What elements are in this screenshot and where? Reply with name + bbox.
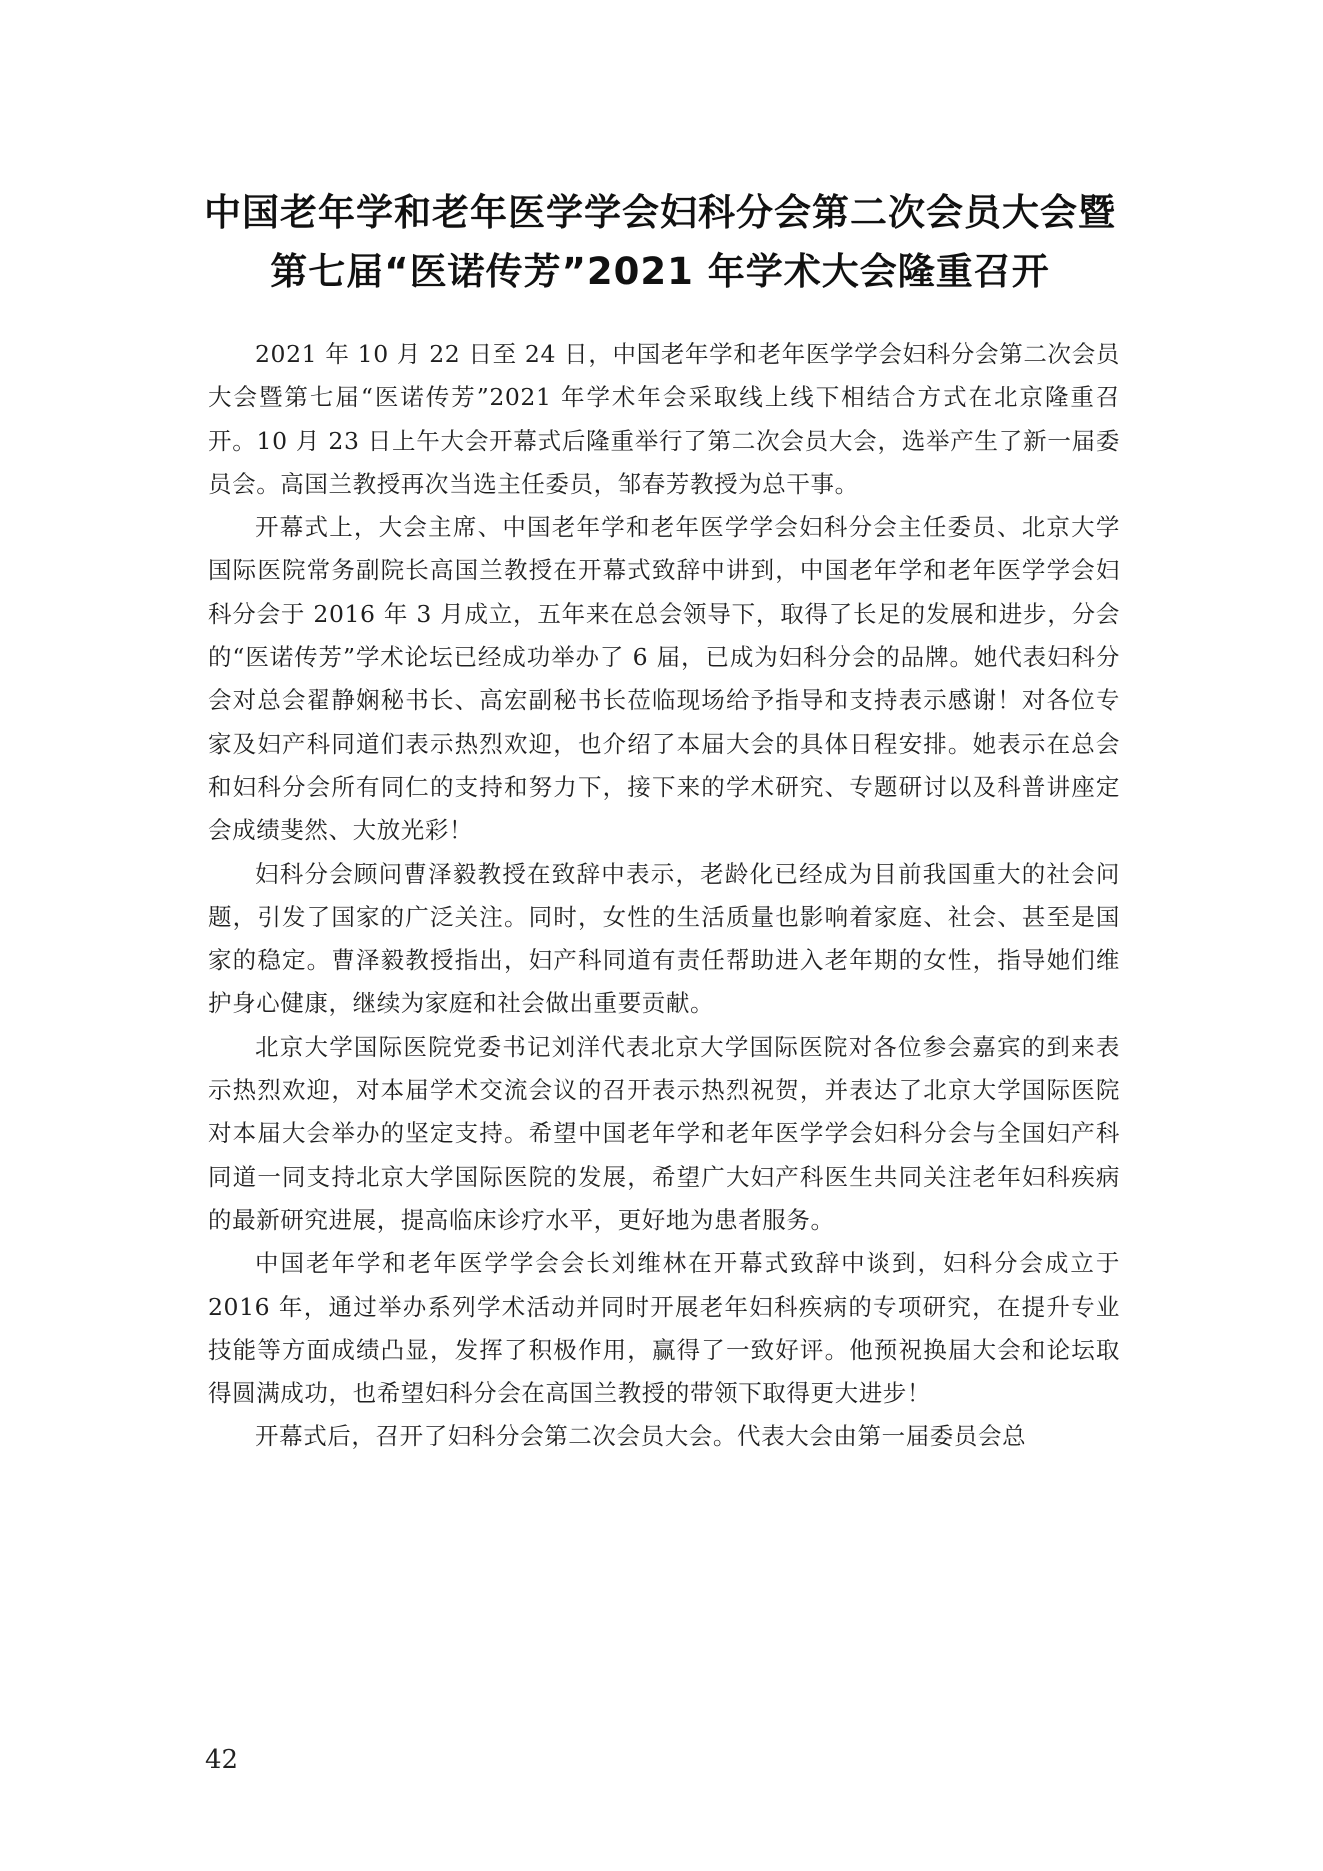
- article-title: [200, 183, 1120, 301]
- article-body: [208, 333, 1120, 1459]
- title-line-1: 中国老年学和老年医学学会妇科分会第二次会员大会暨: [204, 191, 1116, 234]
- paragraph: 北京大学国际医院党委书记刘洋代表北京大学国际医院对各位参会嘉宾的到来表示热烈欢迎，对本届学术交流会议的召开表示热烈祝贺，并表达了北京大学国际医院对本届大会举办的坚定支持。希望中国老年学和老年医学学会妇科分会与全国妇产科同道一同支持北京大学国际医院的发展，希望广大妇产科医生共同关注老年妇科疾病的最新研究进展，提高临床诊疗水平，更好地为患者服务。: [208, 1032, 1120, 1234]
- page-number: 42: [205, 1745, 239, 1775]
- paragraph: 开幕式后，召开了妇科分会第二次会员大会。代表大会由第一届委员会总: [255, 1422, 1027, 1451]
- paragraph: 开幕式上，大会主席、中国老年学和老年医学学会妇科分会主任委员、北京大学国际医院常务副院长高国兰教授在开幕式致辞中讲到，中国老年学和老年医学学会妇科分会于 2016 年 3 月成立，五年来在总会领导下，取得了长足的发展和进步，分会的“医诺传芳”学术论坛已经成功举办了 6 届，已成为妇科分会的品牌。她代表妇科分会对总会翟静娴秘书长、高宏副秘书长莅临现场给予指导和支持表示感谢！对各位专家及妇产科同道们表示热烈欢迎，也介绍了本届大会的具体日程安排。她表示在总会和妇科分会所有同仁的支持和努力下，接下来的学术研究、专题研讨以及科普讲座定会成绩斐然、大放光彩！: [208, 513, 1120, 845]
- title-line-2: 第七届“医诺传芳”2021 年学术大会隆重召开: [270, 250, 1050, 293]
- paragraph: 2021 年 10 月 22 日至 24 日，中国老年学和老年医学学会妇科分会第二次会员大会暨第七届“医诺传芳”2021 年学术年会采取线上线下相结合方式在北京隆重召开。10 月 23 日上午大会开幕式后隆重举行了第二次会员大会，选举产生了新一届委员会。高国兰教授再次当选主任委员，邹春芳教授为总干事。: [208, 340, 1120, 498]
- paragraph: 妇科分会顾问曹泽毅教授在致辞中表示，老龄化已经成为目前我国重大的社会问题，引发了国家的广泛关注。同时，女性的生活质量也影响着家庭、社会、甚至是国家的稳定。曹泽毅教授指出，妇产科同道有责任帮助进入老年期的女性，指导她们维护身心健康，继续为家庭和社会做出重要贡献。: [208, 859, 1120, 1018]
- paragraph: 中国老年学和老年医学学会会长刘维林在开幕式致辞中谈到，妇科分会成立于 2016 年，通过举办系列学术活动并同时开展老年妇科疾病的专项研究，在提升专业技能等方面成绩凸显，发挥了积极作用，赢得了一致好评。他预祝换届大会和论坛取得圆满成功，也希望妇科分会在高国兰教授的带领下取得更大进步！: [208, 1249, 1120, 1408]
